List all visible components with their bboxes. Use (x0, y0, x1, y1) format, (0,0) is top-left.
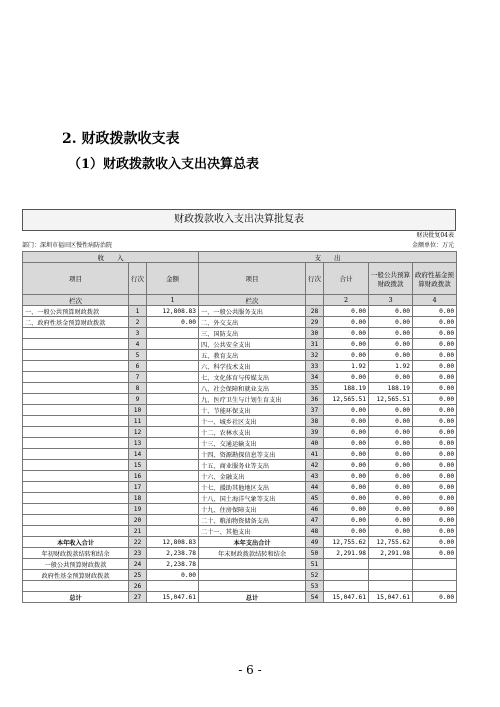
cell-inc-amt: 0.00 (147, 317, 199, 328)
cell-inc-name (23, 405, 129, 416)
cell-inc-name (23, 427, 129, 438)
cell-inc-no: 11 (129, 416, 147, 427)
cell-exp-name: 年末财政拨款结转和结余 (199, 548, 306, 559)
cell-inc-no: 2 (129, 317, 147, 328)
cell-inc-no: 13 (129, 438, 147, 449)
table-meta-row (22, 241, 456, 251)
cell-inc-amt: 2,238.78 (147, 559, 199, 570)
header-expense-item: 项目 (199, 263, 306, 295)
cell-general: 0.00 (369, 504, 413, 515)
cell-exp-no: 47 (306, 515, 324, 526)
cell-inc-amt (147, 526, 199, 537)
table-row (23, 515, 457, 526)
column-number-row (23, 295, 457, 306)
cell-total: 0.00 (324, 493, 369, 504)
cell-exp-name (199, 570, 306, 581)
table-row (23, 482, 457, 493)
cell-exp-no: 32 (306, 350, 324, 361)
cell-fund: 0.00 (413, 317, 457, 328)
cell-exp-name: 三、国防支出 (199, 328, 306, 339)
cell-fund: 0.00 (413, 306, 457, 317)
cell-total: 0.00 (324, 471, 369, 482)
cell-general: 2,291.98 (369, 548, 413, 559)
cell-total: 0.00 (324, 306, 369, 317)
col-number-blank (129, 295, 147, 306)
cell-exp-no: 35 (306, 383, 324, 394)
cell-inc-no: 8 (129, 383, 147, 394)
table-code-row (22, 231, 456, 241)
cell-exp-name (199, 581, 306, 592)
cell-inc-name (23, 581, 129, 592)
data-table (22, 251, 457, 603)
table-row (23, 317, 457, 328)
table-row (23, 460, 457, 471)
cell-exp-name: 十八、国土海洋气象等支出 (199, 493, 306, 504)
cell-exp-name: 八、社会保障和就业支出 (199, 383, 306, 394)
cell-inc-amt (147, 427, 199, 438)
cell-total (324, 581, 369, 592)
cell-inc-no: 21 (129, 526, 147, 537)
cell-inc-name (23, 416, 129, 427)
header-general-budget: 一般公共预算财政拨款 (369, 263, 413, 295)
cell-total: 0.00 (324, 460, 369, 471)
cell-exp-no: 36 (306, 394, 324, 405)
cell-inc-no: 25 (129, 570, 147, 581)
col-number-blank-2 (306, 295, 324, 306)
cell-fund: 0.00 (413, 515, 457, 526)
cell-exp-no: 29 (306, 317, 324, 328)
cell-total: 2,291.98 (324, 548, 369, 559)
cell-exp-name: 十一、城乡社区支出 (199, 416, 306, 427)
cell-inc-no: 20 (129, 515, 147, 526)
cell-fund (413, 559, 457, 570)
cell-inc-name (23, 493, 129, 504)
cell-exp-name: 十六、金融支出 (199, 471, 306, 482)
cell-fund: 0.00 (413, 471, 457, 482)
cell-total: 0.00 (324, 328, 369, 339)
cell-inc-amt (147, 493, 199, 504)
cell-fund: 0.00 (413, 427, 457, 438)
cell-exp-no: 30 (306, 328, 324, 339)
table-row (23, 405, 457, 416)
cell-inc-name: 政府性基金预算财政拨款 (23, 570, 129, 581)
section-heading: 2. 财政拨款收支表 (62, 131, 180, 147)
cell-fund: 0.00 (413, 592, 457, 603)
cell-inc-name (23, 394, 129, 405)
cell-exp-name: 九、医疗卫生与计划生育支出 (199, 394, 306, 405)
cell-exp-name (199, 559, 306, 570)
cell-inc-amt (147, 405, 199, 416)
summary-row (23, 548, 457, 559)
cell-exp-no: 46 (306, 504, 324, 515)
cell-inc-name (23, 383, 129, 394)
cell-fund: 0.00 (413, 361, 457, 372)
cell-inc-name (23, 471, 129, 482)
cell-exp-no: 45 (306, 493, 324, 504)
header-expense-row-no: 行次 (306, 263, 324, 295)
cell-exp-name: 四、公共安全支出 (199, 339, 306, 350)
cell-inc-name (23, 515, 129, 526)
col-number-label: 栏次 (23, 295, 129, 306)
cell-exp-no: 37 (306, 405, 324, 416)
col-number-1: 1 (147, 295, 199, 306)
cell-inc-name: 一般公共预算财政拨款 (23, 559, 129, 570)
cell-inc-amt (147, 581, 199, 592)
cell-exp-name: 二、外交支出 (199, 317, 306, 328)
expense-group-header: 支 出 (199, 252, 457, 263)
cell-exp-no: 51 (306, 559, 324, 570)
table-row (23, 438, 457, 449)
cell-general: 12,565.51 (369, 394, 413, 405)
cell-exp-name: 十九、住房保障支出 (199, 504, 306, 515)
cell-exp-no: 54 (306, 592, 324, 603)
cell-fund: 0.00 (413, 504, 457, 515)
cell-exp-no: 38 (306, 416, 324, 427)
cell-general: 15,047.61 (369, 592, 413, 603)
table-row (23, 350, 457, 361)
table-code: 财决批复04表 (416, 232, 454, 239)
cell-inc-amt (147, 372, 199, 383)
cell-exp-name: 六、科学技术支出 (199, 361, 306, 372)
cell-total (324, 570, 369, 581)
cell-exp-no: 44 (306, 482, 324, 493)
cell-inc-no: 4 (129, 339, 147, 350)
cell-exp-no: 31 (306, 339, 324, 350)
summary-row (23, 537, 457, 548)
table-row (23, 449, 457, 460)
col-number-3: 3 (369, 295, 413, 306)
cell-fund: 0.00 (413, 328, 457, 339)
cell-exp-no: 40 (306, 438, 324, 449)
cell-inc-name: 年初财政拨款结转和结余 (23, 548, 129, 559)
col-number-4: 4 (413, 295, 457, 306)
cell-inc-name (23, 504, 129, 515)
unit-label: 金额单位：万元 (411, 242, 454, 249)
header-income-item: 项目 (23, 263, 129, 295)
table-row (23, 504, 457, 515)
cell-inc-amt (147, 328, 199, 339)
cell-inc-no: 7 (129, 372, 147, 383)
cell-exp-no: 53 (306, 581, 324, 592)
cell-inc-no: 5 (129, 350, 147, 361)
cell-exp-no: 48 (306, 526, 324, 537)
cell-inc-no: 15 (129, 460, 147, 471)
summary-row (23, 592, 457, 603)
summary-row (23, 581, 457, 592)
cell-inc-no: 18 (129, 493, 147, 504)
cell-inc-amt (147, 383, 199, 394)
cell-exp-name: 十七、援助其他地区支出 (199, 482, 306, 493)
cell-exp-no: 43 (306, 471, 324, 482)
income-group-header: 收 入 (23, 252, 199, 263)
cell-fund: 0.00 (413, 339, 457, 350)
cell-fund: 0.00 (413, 350, 457, 361)
final-accounts-table (22, 209, 456, 603)
cell-fund: 0.00 (413, 383, 457, 394)
cell-inc-amt (147, 471, 199, 482)
cell-general (369, 581, 413, 592)
cell-fund (413, 570, 457, 581)
cell-inc-amt (147, 504, 199, 515)
cell-general: 0.00 (369, 328, 413, 339)
cell-inc-no: 1 (129, 306, 147, 317)
cell-inc-amt: 12,808.83 (147, 537, 199, 548)
header-income-row-no: 行次 (129, 263, 147, 295)
cell-general: 0.00 (369, 372, 413, 383)
cell-general: 0.00 (369, 493, 413, 504)
cell-exp-no: 41 (306, 449, 324, 460)
cell-inc-amt (147, 416, 199, 427)
cell-exp-no: 52 (306, 570, 324, 581)
cell-general: 0.00 (369, 317, 413, 328)
cell-exp-no: 42 (306, 460, 324, 471)
cell-general: 1.92 (369, 361, 413, 372)
cell-total: 12,755.62 (324, 537, 369, 548)
cell-exp-no: 33 (306, 361, 324, 372)
cell-total: 0.00 (324, 405, 369, 416)
table-row (23, 361, 457, 372)
cell-exp-name: 十五、商业服务业等支出 (199, 460, 306, 471)
table-row (23, 339, 457, 350)
cell-fund: 0.00 (413, 460, 457, 471)
cell-total: 0.00 (324, 526, 369, 537)
cell-general (369, 570, 413, 581)
cell-inc-amt (147, 449, 199, 460)
cell-total: 0.00 (324, 416, 369, 427)
cell-total: 15,047.61 (324, 592, 369, 603)
cell-total: 0.00 (324, 350, 369, 361)
cell-fund: 0.00 (413, 438, 457, 449)
cell-inc-no: 9 (129, 394, 147, 405)
cell-inc-no: 14 (129, 449, 147, 460)
cell-inc-no: 6 (129, 361, 147, 372)
cell-total (324, 559, 369, 570)
cell-inc-name: 一、一般公共预算财政拨款 (23, 306, 129, 317)
header-income-amount: 金额 (147, 263, 199, 295)
table-row (23, 471, 457, 482)
cell-exp-name: 十二、农林水支出 (199, 427, 306, 438)
cell-inc-no: 17 (129, 482, 147, 493)
cell-general: 0.00 (369, 460, 413, 471)
subsection-heading: （1）财政拨款收入支出决算总表 (68, 157, 260, 172)
cell-inc-no: 16 (129, 471, 147, 482)
cell-inc-no: 22 (129, 537, 147, 548)
cell-total: 188.19 (324, 383, 369, 394)
summary-row (23, 559, 457, 570)
cell-exp-name: 十三、交通运输支出 (199, 438, 306, 449)
cell-inc-amt (147, 350, 199, 361)
cell-inc-amt (147, 361, 199, 372)
cell-exp-no: 34 (306, 372, 324, 383)
cell-exp-name: 一、一般公共服务支出 (199, 306, 306, 317)
cell-exp-name: 十、节能环保支出 (199, 405, 306, 416)
cell-exp-name: 十四、资源勘探信息等支出 (199, 449, 306, 460)
cell-inc-amt (147, 515, 199, 526)
cell-general: 0.00 (369, 515, 413, 526)
cell-total: 0.00 (324, 339, 369, 350)
cell-inc-amt (147, 394, 199, 405)
cell-fund: 0.00 (413, 548, 457, 559)
cell-general: 0.00 (369, 427, 413, 438)
cell-inc-name (23, 449, 129, 460)
cell-fund: 0.00 (413, 449, 457, 460)
cell-fund: 0.00 (413, 405, 457, 416)
cell-general: 0.00 (369, 416, 413, 427)
cell-inc-amt: 2,238.78 (147, 548, 199, 559)
col-number-label-2: 栏次 (199, 295, 306, 306)
cell-inc-name: 二、政府性基金预算财政拨款 (23, 317, 129, 328)
cell-exp-name: 总计 (199, 592, 306, 603)
cell-fund: 0.00 (413, 537, 457, 548)
cell-fund: 0.00 (413, 394, 457, 405)
column-header-row (23, 263, 457, 295)
cell-fund: 0.00 (413, 493, 457, 504)
table-row (23, 372, 457, 383)
cell-fund (413, 581, 457, 592)
cell-total: 0.00 (324, 504, 369, 515)
cell-exp-name: 本年支出合计 (199, 537, 306, 548)
cell-exp-name: 二十、粮油物资储备支出 (199, 515, 306, 526)
cell-inc-no: 26 (129, 581, 147, 592)
cell-inc-amt (147, 460, 199, 471)
table-body (23, 306, 457, 603)
table-row (23, 427, 457, 438)
cell-inc-amt (147, 438, 199, 449)
cell-inc-name: 总计 (23, 592, 129, 603)
cell-inc-name (23, 339, 129, 350)
cell-inc-name (23, 482, 129, 493)
cell-inc-no: 23 (129, 548, 147, 559)
cell-total: 0.00 (324, 515, 369, 526)
table-row (23, 306, 457, 317)
cell-total: 0.00 (324, 438, 369, 449)
table-row (23, 416, 457, 427)
cell-total: 12,565.51 (324, 394, 369, 405)
cell-general: 0.00 (369, 482, 413, 493)
cell-fund: 0.00 (413, 372, 457, 383)
cell-general: 0.00 (369, 449, 413, 460)
cell-total: 0.00 (324, 372, 369, 383)
col-number-2: 2 (324, 295, 369, 306)
cell-total: 0.00 (324, 317, 369, 328)
cell-fund: 0.00 (413, 526, 457, 537)
header-total: 合计 (324, 263, 369, 295)
table-row (23, 383, 457, 394)
cell-general: 0.00 (369, 350, 413, 361)
cell-inc-no: 19 (129, 504, 147, 515)
cell-general: 12,755.62 (369, 537, 413, 548)
cell-total: 0.00 (324, 482, 369, 493)
cell-general: 0.00 (369, 526, 413, 537)
department-label: 部门：深圳市福田区慢性病防治院 (22, 242, 113, 249)
table-row (23, 493, 457, 504)
table-row (23, 394, 457, 405)
page-number: - 6 - (238, 663, 262, 677)
cell-exp-name: 二十一、其他支出 (199, 526, 306, 537)
cell-inc-no: 24 (129, 559, 147, 570)
cell-inc-amt: 0.00 (147, 570, 199, 581)
cell-inc-name (23, 328, 129, 339)
cell-fund: 0.00 (413, 416, 457, 427)
table-row (23, 328, 457, 339)
group-header-row (23, 252, 457, 263)
cell-general: 0.00 (369, 405, 413, 416)
cell-inc-no: 3 (129, 328, 147, 339)
cell-fund: 0.00 (413, 482, 457, 493)
cell-inc-name (23, 460, 129, 471)
cell-inc-no: 10 (129, 405, 147, 416)
cell-exp-name: 七、文化体育与传媒支出 (199, 372, 306, 383)
cell-inc-amt: 15,047.61 (147, 592, 199, 603)
cell-inc-no: 12 (129, 427, 147, 438)
cell-inc-name (23, 526, 129, 537)
cell-total: 0.00 (324, 449, 369, 460)
cell-inc-amt: 12,808.83 (147, 306, 199, 317)
cell-total: 1.92 (324, 361, 369, 372)
cell-exp-name: 五、教育支出 (199, 350, 306, 361)
table-row (23, 526, 457, 537)
cell-inc-name (23, 438, 129, 449)
cell-inc-name (23, 361, 129, 372)
cell-general: 0.00 (369, 438, 413, 449)
cell-general (369, 559, 413, 570)
cell-inc-name: 本年收入合计 (23, 537, 129, 548)
cell-exp-no: 28 (306, 306, 324, 317)
cell-inc-amt (147, 482, 199, 493)
cell-general: 0.00 (369, 339, 413, 350)
cell-exp-no: 50 (306, 548, 324, 559)
cell-general: 188.19 (369, 383, 413, 394)
header-fund-budget: 政府性基金预算财政拨款 (413, 263, 457, 295)
cell-general: 0.00 (369, 471, 413, 482)
table-title: 财政拨款收入支出决算批复表 (22, 209, 456, 231)
cell-inc-amt (147, 339, 199, 350)
cell-inc-name (23, 350, 129, 361)
cell-total: 0.00 (324, 427, 369, 438)
summary-row (23, 570, 457, 581)
cell-inc-no: 27 (129, 592, 147, 603)
cell-exp-no: 39 (306, 427, 324, 438)
cell-general: 0.00 (369, 306, 413, 317)
cell-inc-name (23, 372, 129, 383)
cell-exp-no: 49 (306, 537, 324, 548)
